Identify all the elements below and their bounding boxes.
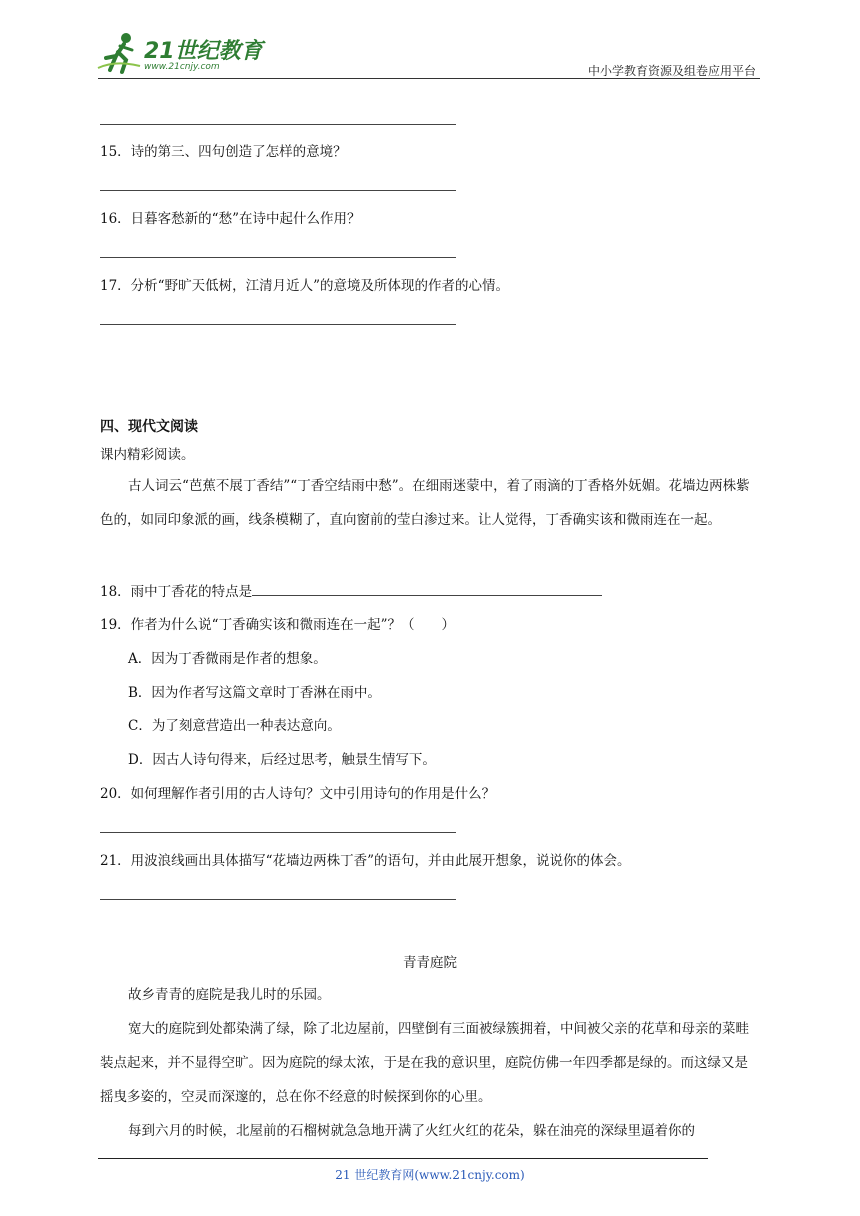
question-17: 17．分析“野旷天低树，江清月近人”的意境及所体现的作者的心情。 — [100, 278, 509, 294]
question-18-text: 18．雨中丁香花的特点是 — [100, 584, 253, 600]
answer-line — [100, 257, 456, 258]
reading-passage: 古人词云“芭蕉不展丁香结”“丁香空结雨中愁”。在细雨迷蒙中，着了雨滴的丁香格外妩媚。花墙边两株紫色的，如同印象派的画，线条模糊了，直向窗前的莹白渗过来。让人觉得，丁香确实该和微雨连在一起。 — [100, 478, 750, 528]
question-20: 20．如何理解作者引用的古人诗句？文中引用诗句的作用是什么？ — [100, 786, 496, 802]
logo-url: www.21cnjy.com — [144, 62, 220, 72]
answer-line — [100, 124, 456, 125]
question-21: 21．用波浪线画出具体描写“花墙边两株丁香”的语句，并由此展开想象，说说你的体会。 — [100, 853, 631, 869]
runner-icon — [96, 30, 142, 76]
logo-text: 21世纪教育 — [144, 39, 263, 64]
answer-line — [100, 324, 456, 325]
option-b[interactable]: B．因为作者写这篇文章时丁香淋在雨中。 — [128, 685, 381, 701]
question-15: 15．诗的第三、四句创造了怎样的意境？ — [100, 144, 347, 160]
logo — [96, 30, 266, 78]
story-paragraph-3: 每到六月的时候，北屋前的石榴树就急急地开满了火红火红的花朵，躲在油亮的深绿里逼着你的 — [128, 1123, 695, 1139]
question-16: 16．日暮客愁新的“愁”在诗中起什么作用？ — [100, 211, 361, 227]
question-18 — [100, 580, 602, 600]
answer-line — [100, 899, 456, 900]
story-paragraph-2: 宽大的庭院到处都染满了绿，除了北边屋前，四壁倒有三面被绿簇拥着，中间被父亲的花草和母亲的菜畦装点起来，并不显得空旷。因为庭院的绿太浓，于是在我的意识里，庭院仿佛一年四季都是绿的。而这绿又是摇曳多姿的，空灵而深邃的，总在你不经意的时候探到你的心里。 — [100, 1021, 749, 1105]
platform-name: 中小学教育资源及组卷应用平台 — [587, 64, 756, 78]
footer-link[interactable]: 21 世纪教育网(www.21cnjy.com) — [335, 1168, 525, 1182]
answer-blank — [252, 583, 602, 596]
footer-divider — [98, 1158, 708, 1159]
option-a[interactable]: A．因为丁香微雨是作者的想象。 — [128, 651, 327, 667]
story-paragraph-1: 故乡青青的庭院是我儿时的乐园。 — [128, 987, 331, 1003]
question-19: 19．作者为什么说“丁香确实该和微雨连在一起”？（ ） — [100, 617, 455, 633]
option-d[interactable]: D．因古人诗句得来，后经过思考，触景生情写下。 — [128, 752, 436, 768]
section-title: 四、现代文阅读 — [100, 419, 198, 435]
header-divider — [98, 78, 760, 79]
section-subtitle: 课内精彩阅读。 — [100, 447, 195, 463]
answer-line — [100, 832, 456, 833]
option-c[interactable]: C．为了刻意营造出一种表达意向。 — [128, 718, 341, 734]
story-title: 青青庭院 — [403, 955, 457, 971]
answer-line — [100, 190, 456, 191]
